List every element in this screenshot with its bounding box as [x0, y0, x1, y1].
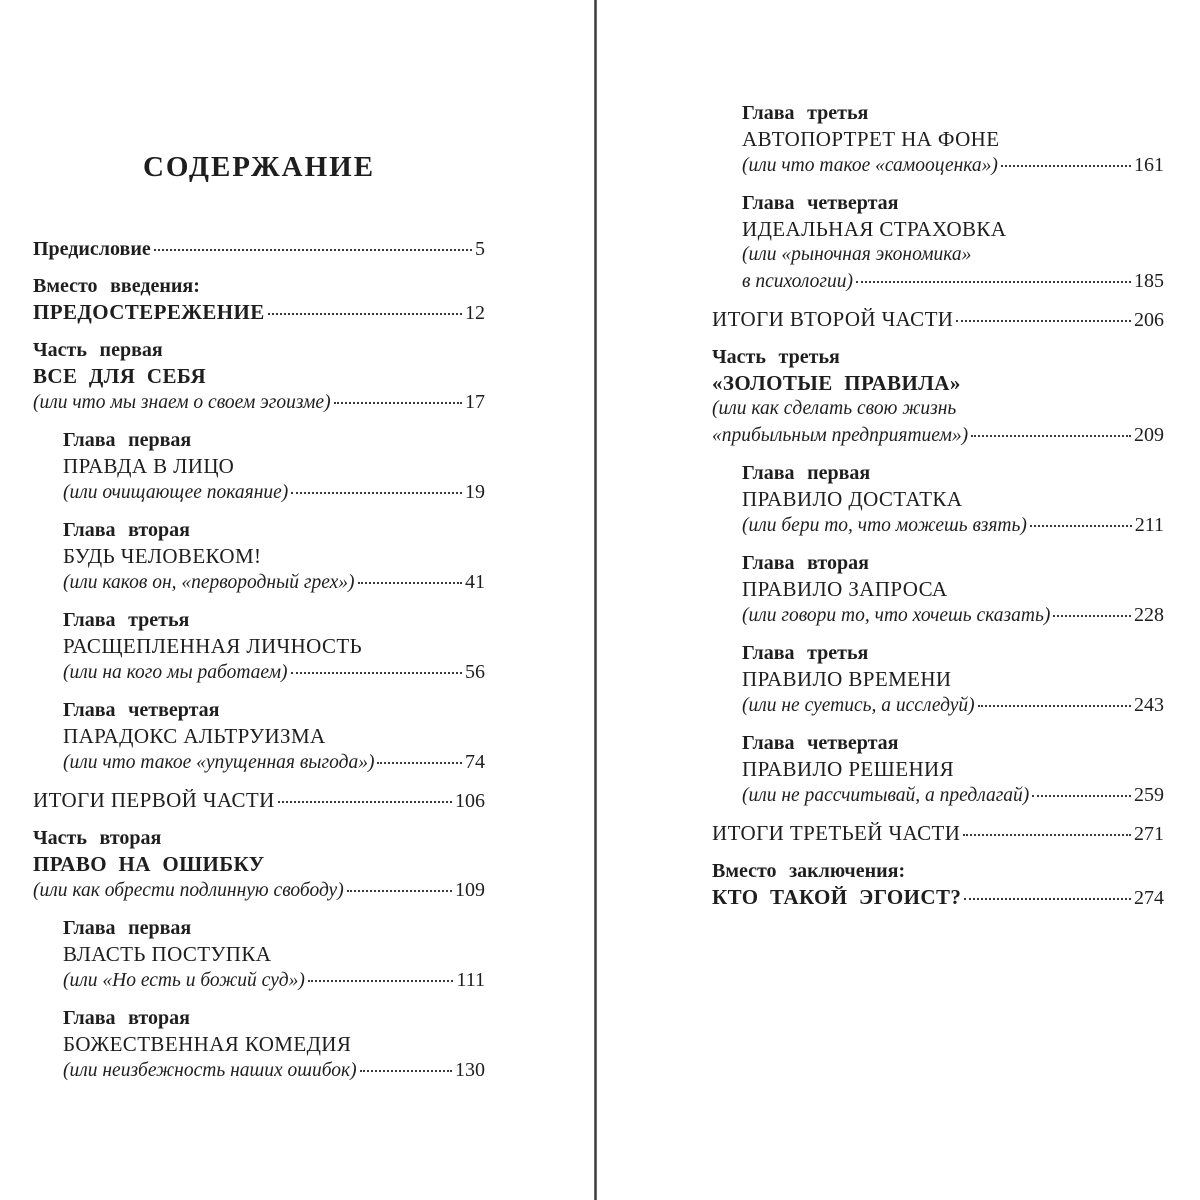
- toc-line: [63, 967, 485, 994]
- toc-line-text: РАСЩЕПЛЕННАЯ ЛИЧНОСТЬ: [63, 634, 363, 658]
- toc-line-text: «ЗОЛОТЫЕ ПРАВИЛА»: [712, 371, 961, 395]
- toc-line-text: (или как обрести подлинную свободу): [33, 880, 344, 901]
- dot-leader: [360, 1070, 452, 1072]
- toc-entry-chapter: [33, 697, 485, 776]
- toc-line: [742, 126, 1164, 152]
- toc-line-text: (или на кого мы работаем): [63, 662, 288, 683]
- toc-line-text: Вместо заключения:: [712, 860, 906, 882]
- page-divider-line: [594, 0, 597, 1200]
- toc-line-text: БОЖЕСТВЕННАЯ КОМЕДИЯ: [63, 1032, 352, 1056]
- toc-line: [33, 337, 485, 363]
- dot-leader: [963, 834, 1131, 836]
- toc-line-text: (или не суетись, а исследуй): [742, 695, 975, 716]
- toc-line: [712, 370, 1164, 396]
- toc-entry-simple: [33, 787, 485, 814]
- toc-line: [742, 486, 1164, 512]
- toc-line: [63, 1057, 485, 1084]
- page-number: 243: [1134, 694, 1164, 716]
- toc-line-text: ПРАВДА В ЛИЦО: [63, 454, 235, 478]
- toc-line: [742, 782, 1164, 809]
- toc-line-text: Часть третья: [712, 346, 840, 368]
- toc-entry-chapter: [33, 427, 485, 506]
- toc-line-text: (или что такое «самооценка»): [742, 155, 998, 176]
- toc-line-text: (или говори то, что хочешь сказать): [742, 605, 1051, 626]
- toc-line-text: Глава четвертая: [742, 192, 899, 214]
- page-number: 41: [465, 571, 485, 593]
- dot-leader: [1053, 615, 1131, 617]
- toc-line-text: (или «Но есть и божий суд»): [63, 970, 305, 991]
- toc-line-text: Вместо введения:: [33, 275, 200, 297]
- dot-leader: [154, 249, 472, 251]
- toc-line: [33, 299, 485, 326]
- toc-line-text: ИДЕАЛЬНАЯ СТРАХОВКА: [742, 217, 1007, 241]
- toc-entry-chapter: [33, 915, 485, 994]
- toc-line-text: ИТОГИ ПЕРВОЙ ЧАСТИ: [33, 788, 275, 812]
- toc-line: [742, 550, 1164, 576]
- toc-line: [712, 306, 1164, 333]
- toc-entry-chapter: [712, 640, 1164, 719]
- dot-leader: [377, 762, 462, 764]
- toc-line-text: КТО ТАКОЙ ЭГОИСТ?: [712, 885, 962, 909]
- toc-line-text: Глава четвертая: [742, 732, 899, 754]
- dot-leader: [964, 898, 1131, 900]
- toc-line-text: Глава первая: [742, 462, 871, 484]
- page-number: 185: [1134, 270, 1164, 292]
- toc-line: [63, 517, 485, 543]
- toc-line-text: ПРАВИЛО ВРЕМЕНИ: [742, 667, 952, 691]
- toc-entry-chapter: [712, 460, 1164, 539]
- toc-entry-part: [712, 858, 1164, 911]
- page-number: 74: [465, 751, 485, 773]
- page-number: 161: [1134, 154, 1164, 176]
- toc-entry-part: [33, 273, 485, 326]
- page-number: 19: [465, 481, 485, 503]
- toc-line: [63, 1005, 485, 1031]
- toc-line: [33, 787, 485, 814]
- toc-line: [712, 820, 1164, 847]
- toc-line: [742, 190, 1164, 216]
- right-page-column: [712, 100, 1164, 922]
- toc-line: [742, 152, 1164, 179]
- toc-line-text: Глава вторая: [742, 552, 869, 574]
- toc-line: [63, 915, 485, 941]
- toc-line: [63, 607, 485, 633]
- toc-line: [742, 756, 1164, 782]
- toc-line: [742, 730, 1164, 756]
- dot-leader: [358, 582, 462, 584]
- toc-line-text: ПРАВИЛО ЗАПРОСА: [742, 577, 948, 601]
- toc-entry-chapter: [712, 550, 1164, 629]
- toc-entry-simple: [712, 306, 1164, 333]
- page-number: 228: [1134, 604, 1164, 626]
- toc-entry-simple: [33, 236, 485, 262]
- left-page-column: [33, 150, 485, 1095]
- toc-line-text: «прибыльным предприятием»): [712, 425, 969, 446]
- page-number: 271: [1134, 823, 1164, 845]
- toc-entry-chapter: [33, 607, 485, 686]
- toc-line: [742, 242, 1164, 268]
- toc-line: [712, 396, 1164, 422]
- toc-line-text: (или что мы знаем о своем эгоизме): [33, 392, 331, 413]
- toc-line-text: в психологии): [742, 271, 854, 292]
- toc-entry-chapter: [33, 517, 485, 596]
- toc-line-text: ПРЕДОСТЕРЕЖЕНИЕ: [33, 300, 265, 324]
- toc-line-text: Глава вторая: [63, 1007, 190, 1029]
- toc-line: [63, 569, 485, 596]
- toc-line-text: БУДЬ ЧЕЛОВЕКОМ!: [63, 544, 262, 568]
- page-number: 106: [455, 790, 485, 812]
- page-number: 17: [465, 391, 485, 413]
- toc-line-text: ПРАВИЛО РЕШЕНИЯ: [742, 757, 955, 781]
- page-number: 5: [475, 238, 485, 260]
- toc-line: [742, 602, 1164, 629]
- toc-line: [33, 236, 485, 262]
- toc-line: [33, 273, 485, 299]
- toc-line: [712, 344, 1164, 370]
- toc-line: [63, 723, 485, 749]
- toc-entry-chapter: [712, 100, 1164, 179]
- toc-line-text: ПРАВИЛО ДОСТАТКА: [742, 487, 963, 511]
- toc-line: [63, 941, 485, 967]
- toc-line: [63, 633, 485, 659]
- toc-line: [742, 268, 1164, 295]
- page-number: 274: [1134, 887, 1164, 909]
- toc-line-text: Глава первая: [63, 429, 192, 451]
- dot-leader: [291, 492, 462, 494]
- toc-line-text: Часть вторая: [33, 827, 162, 849]
- toc-line-text: Предисловие: [33, 238, 151, 260]
- toc-line-text: ВЛАСТЬ ПОСТУПКА: [63, 942, 272, 966]
- dot-leader: [956, 320, 1131, 322]
- toc-line: [33, 363, 485, 389]
- toc-line: [742, 512, 1164, 539]
- toc-line-text: (или «рыночная экономика»: [742, 244, 972, 265]
- dot-leader: [291, 672, 462, 674]
- dot-leader: [278, 801, 452, 803]
- toc-line: [742, 100, 1164, 126]
- toc-entry-simple: [712, 820, 1164, 847]
- toc-line: [742, 460, 1164, 486]
- toc-line-text: ИТОГИ ВТОРОЙ ЧАСТИ: [712, 307, 954, 331]
- toc-line-text: Глава четвертая: [63, 699, 220, 721]
- toc-line: [63, 697, 485, 723]
- toc-line-text: (или каков он, «первородный грех»): [63, 572, 355, 593]
- dot-leader: [1001, 165, 1131, 167]
- toc-line: [712, 422, 1164, 449]
- toc-line: [33, 877, 485, 904]
- toc-line: [63, 749, 485, 776]
- toc-line: [742, 216, 1164, 242]
- page-number: 209: [1134, 424, 1164, 446]
- dot-leader: [308, 980, 454, 982]
- toc-line-text: (или неизбежность наших ошибок): [63, 1060, 357, 1081]
- toc-line: [33, 825, 485, 851]
- dot-leader: [971, 435, 1131, 437]
- toc-line-text: Глава вторая: [63, 519, 190, 541]
- toc-line-text: Часть первая: [33, 339, 163, 361]
- toc-line: [63, 1031, 485, 1057]
- toc-entry-part: [712, 344, 1164, 449]
- toc-line: [33, 851, 485, 877]
- dot-leader: [334, 402, 462, 404]
- toc-line: [742, 640, 1164, 666]
- toc-line-text: ИТОГИ ТРЕТЬЕЙ ЧАСТИ: [712, 821, 961, 845]
- toc-line: [742, 692, 1164, 719]
- toc-line: [712, 884, 1164, 911]
- toc-entry-part: [33, 337, 485, 416]
- page-number: 56: [465, 661, 485, 683]
- toc-line-text: ПРАВО НА ОШИБКУ: [33, 852, 265, 876]
- toc-line-text: Глава третья: [742, 642, 869, 664]
- dot-leader: [268, 313, 462, 315]
- dot-leader: [856, 281, 1131, 283]
- toc-line-text: ВСЕ ДЛЯ СЕБЯ: [33, 364, 207, 388]
- toc-line: [63, 453, 485, 479]
- page-number: 211: [1134, 514, 1164, 536]
- toc-line-text: (или что такое «упущенная выгода»): [63, 752, 375, 773]
- dot-leader: [978, 705, 1131, 707]
- page-number: 259: [1134, 784, 1164, 806]
- toc-line-text: (или очищающее покаяние): [63, 482, 289, 503]
- dot-leader: [1032, 795, 1131, 797]
- page-number: 206: [1134, 309, 1164, 331]
- page-number: 109: [455, 879, 485, 901]
- toc-line: [33, 389, 485, 416]
- toc-entry-chapter: [712, 730, 1164, 809]
- toc-line: [742, 666, 1164, 692]
- toc-entry-chapter: [33, 1005, 485, 1084]
- toc-line: [742, 576, 1164, 602]
- page-number: 130: [455, 1059, 485, 1081]
- toc-line: [712, 858, 1164, 884]
- toc-entry-chapter: [712, 190, 1164, 295]
- toc-line-text: Глава третья: [63, 609, 190, 631]
- toc-line-text: Глава третья: [742, 102, 869, 124]
- toc-line-text: АВТОПОРТРЕТ НА ФОНЕ: [742, 127, 1000, 151]
- right-toc-entries: [712, 100, 1164, 911]
- left-toc-entries: [33, 236, 485, 1084]
- toc-line-text: ПАРАДОКС АЛЬТРУИЗМА: [63, 724, 326, 748]
- toc-line-text: (или не рассчитывай, а предлагай): [742, 785, 1030, 806]
- toc-line: [63, 479, 485, 506]
- toc-line: [63, 659, 485, 686]
- dot-leader: [1030, 525, 1132, 527]
- dot-leader: [347, 890, 452, 892]
- toc-line-text: (или как сделать свою жизнь: [712, 398, 957, 419]
- page-number: 111: [456, 969, 485, 991]
- page-number: 12: [465, 302, 485, 324]
- toc-line: [63, 543, 485, 569]
- toc-title: СОДЕРЖАНИЕ: [142, 151, 376, 183]
- toc-line-text: Глава первая: [63, 917, 192, 939]
- toc-line: [63, 427, 485, 453]
- toc-entry-part: [33, 825, 485, 904]
- toc-line-text: (или бери то, что можешь взять): [742, 515, 1027, 536]
